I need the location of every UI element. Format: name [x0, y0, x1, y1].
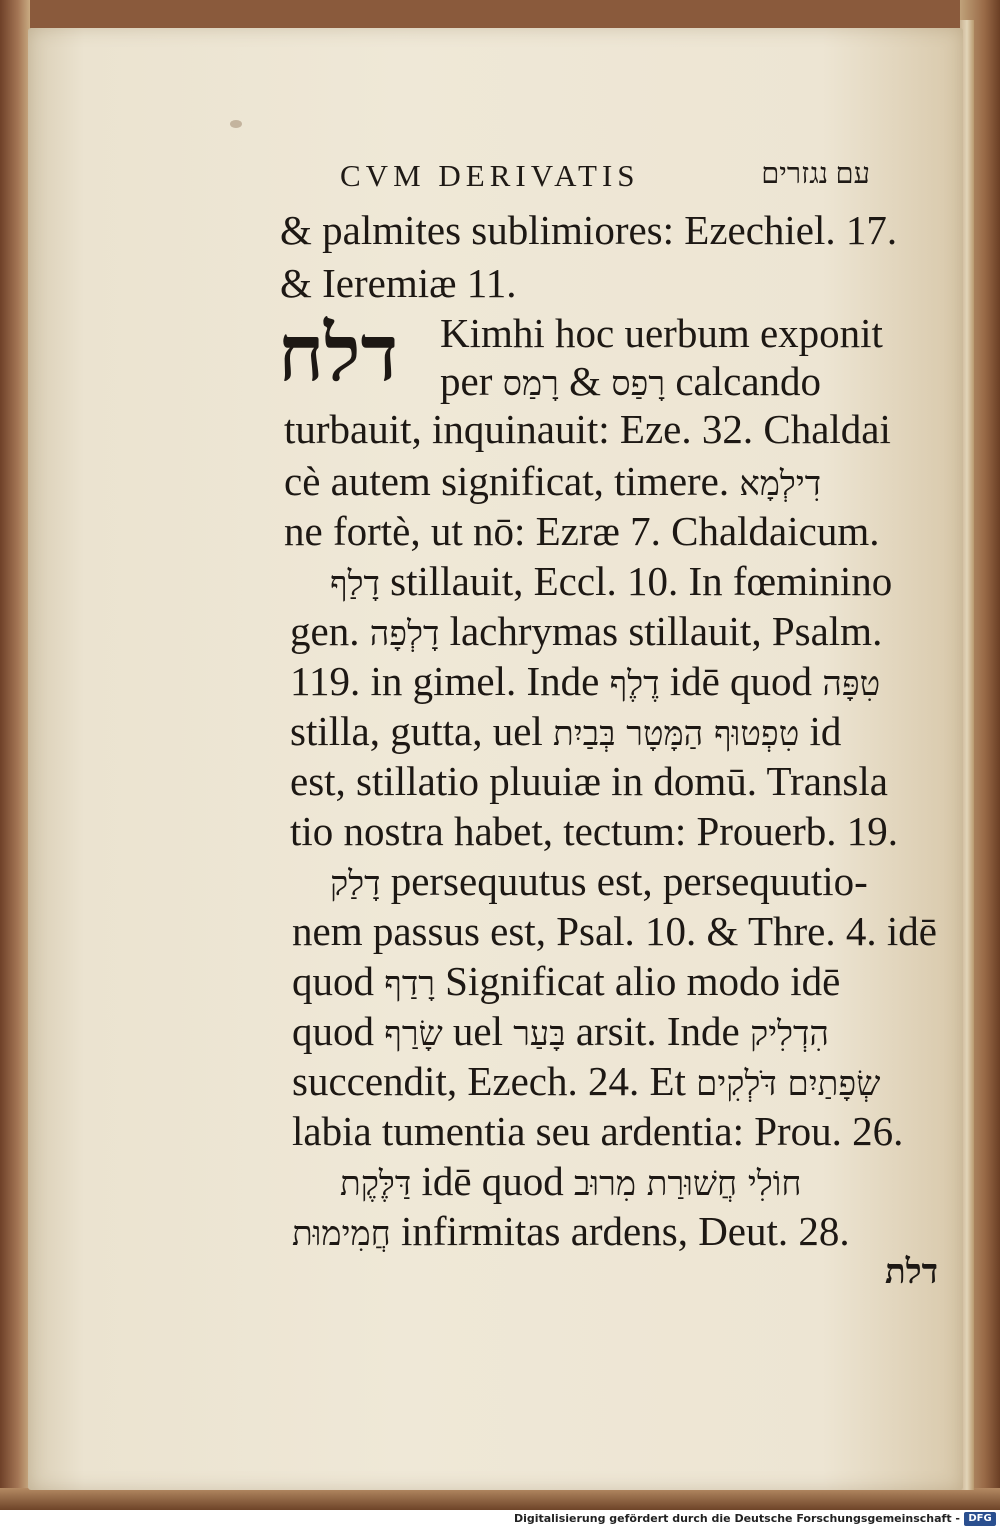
latin-text: quod	[292, 1008, 385, 1054]
running-head-latin: CVM DERIVATIS	[340, 158, 640, 193]
book-cover-edge-bottom	[0, 1488, 1000, 1510]
hebrew-word: דָלְפָה	[369, 614, 440, 654]
text-line	[292, 1206, 850, 1259]
text-line	[280, 205, 897, 255]
text-line	[292, 1006, 829, 1059]
latin-text: succendit, Ezech. 24. Et	[292, 1058, 697, 1104]
headword-initial: דלח	[278, 308, 399, 399]
hebrew-word: בָּעַר	[513, 1014, 566, 1054]
text-line	[284, 404, 891, 454]
text-line	[292, 1106, 903, 1156]
latin-text: & Ieremiæ 11.	[280, 260, 517, 306]
text-line	[290, 656, 880, 709]
hebrew-word: דֶלֶף	[609, 664, 660, 704]
latin-text: persequutus est, persequutio-	[380, 858, 868, 904]
latin-text: per	[440, 358, 503, 404]
text-line	[280, 258, 516, 308]
latin-text: arsit. Inde	[565, 1008, 751, 1054]
latin-text: lachrymas stillauit, Psalm.	[439, 608, 883, 654]
latin-text: gen.	[290, 608, 370, 654]
latin-text: stillauit, Eccl. 10. In fœminino	[379, 558, 893, 604]
latin-text: est, stillatio pluuiæ in domū. Transla	[290, 758, 888, 804]
text-line	[290, 606, 882, 659]
latin-text: nem passus est, Psal. 10. & Thre. 4. idē	[292, 908, 937, 954]
latin-text: & palmites sublimiores: Ezechiel. 17.	[280, 207, 898, 253]
hebrew-word: דַּלֶּקֶת	[340, 1164, 412, 1204]
latin-text: Significat alio modo idē	[434, 958, 841, 1004]
latin-text: turbauit, inquinauit: Eze. 32. Chaldai	[284, 406, 891, 452]
hebrew-word: רָמַס	[502, 364, 559, 404]
latin-text: quod	[292, 958, 385, 1004]
text-line	[440, 356, 821, 409]
hebrew-word: טִפָּה	[822, 664, 881, 704]
text-line	[284, 506, 879, 556]
hebrew-word: דָלַף	[330, 564, 380, 604]
text-line	[292, 956, 840, 1009]
hebrew-word: טִפְטוּף הַמָּטָר בְּבַיִת	[553, 714, 800, 754]
latin-text: idē quod	[659, 658, 823, 704]
hebrew-word: רָדַף	[384, 964, 435, 1004]
catchword: דלת	[885, 1252, 938, 1292]
running-head-hebrew: עם נגזרים	[761, 158, 870, 190]
latin-text: infirmitas ardens, Deut. 28.	[390, 1208, 850, 1254]
latin-text: idē quod	[411, 1158, 575, 1204]
latin-text: tio nostra habet, tectum: Prouerb. 19.	[290, 808, 899, 854]
latin-text: labia tumentia seu ardentia: Prou. 26.	[292, 1108, 904, 1154]
paper-stain	[230, 120, 242, 128]
hebrew-word: שָׂרַף	[384, 1014, 443, 1054]
latin-text: id	[799, 708, 842, 754]
hebrew-word: חוֹלִי חֲשׁוּרַת מִרוּב	[574, 1164, 802, 1204]
text-line	[290, 756, 888, 806]
hebrew-word: חֲמִימוּת	[292, 1214, 391, 1254]
text-line	[284, 456, 821, 509]
text-line	[290, 706, 841, 759]
latin-text: stilla, gutta, uel	[290, 708, 554, 754]
text-line	[330, 556, 892, 609]
hebrew-word: דָלַק	[330, 864, 381, 904]
hebrew-word: הִדְלִיק	[750, 1014, 829, 1054]
text-line	[290, 806, 898, 856]
text-line	[340, 1156, 802, 1209]
hebrew-word: דִילְמָא	[739, 464, 822, 504]
latin-text: cè autem significat, timere.	[284, 458, 740, 504]
latin-text: calcando	[665, 358, 822, 404]
running-head	[340, 158, 870, 198]
latin-text: uel	[442, 1008, 514, 1054]
book-cover-edge-left	[0, 0, 30, 1510]
latin-text: &	[558, 358, 612, 404]
latin-text: 119. in gimel. Inde	[290, 658, 610, 704]
hebrew-word: שְׂפָתַיִם דֹּלְקִים	[696, 1064, 881, 1104]
text-line	[330, 856, 868, 909]
hebrew-word: רָפַס	[611, 364, 666, 404]
latin-text: Kimhi hoc uerbum exponit	[440, 310, 883, 356]
funding-credit: Digitalisierung gefördert durch die Deutsche Forschungsgemeinschaft -	[513, 1512, 960, 1525]
text-line	[292, 906, 937, 956]
digitization-footer	[0, 1510, 1000, 1529]
dfg-logo-icon: DFG	[964, 1512, 996, 1526]
latin-text: ne fortè, ut nō: Ezræ 7. Chaldaicum.	[284, 508, 880, 554]
text-line	[292, 1056, 880, 1109]
text-line	[440, 308, 883, 358]
